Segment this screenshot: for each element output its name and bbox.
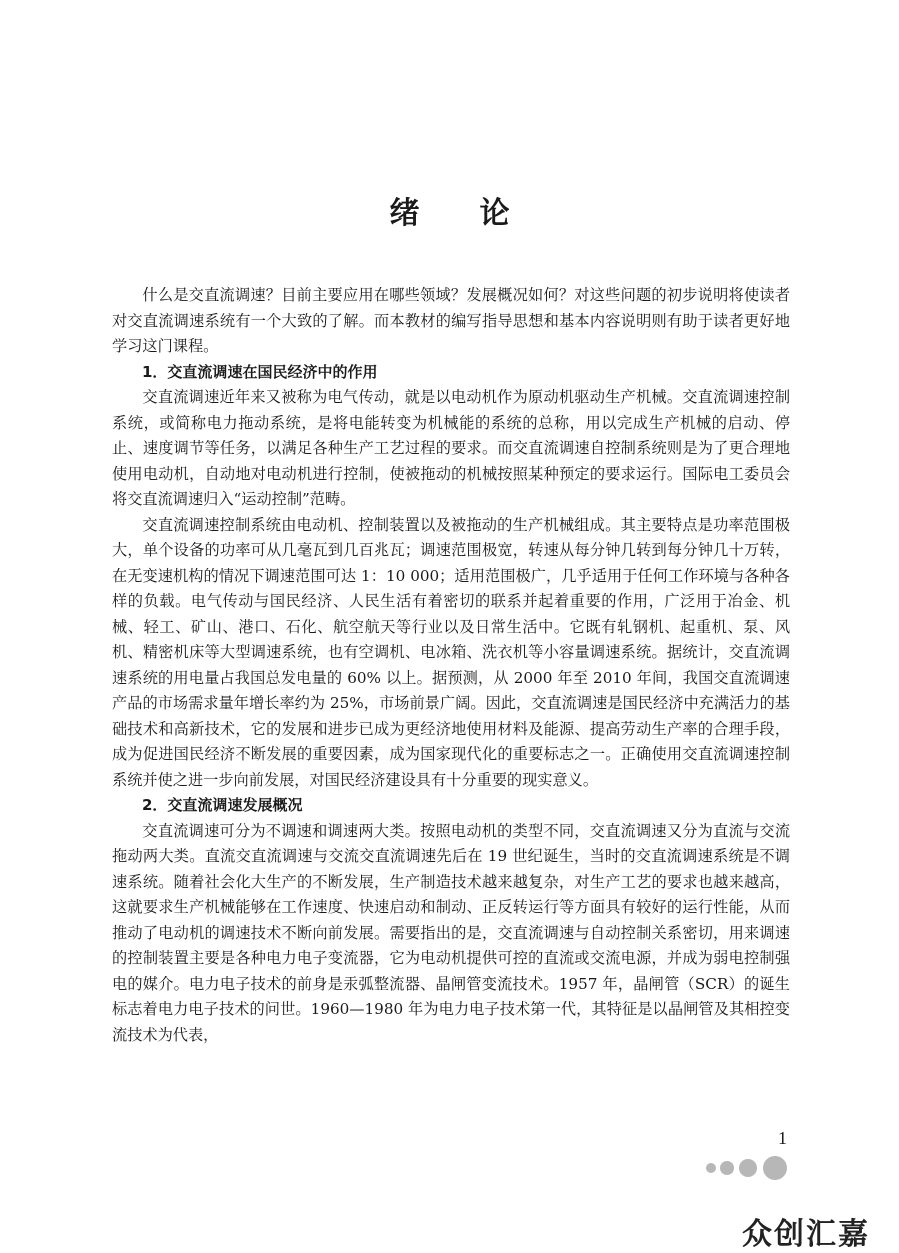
- dot-icon: [720, 1161, 734, 1175]
- section-2-paragraph-1: 交直流调速可分为不调速和调速两大类。按照电动机的类型不同，交直流调速又分为直流与交流拖动两大类。直流交直流调速与交流交直流调速先后在 19 世纪诞生，当时的交直流调速系统是不调速系统。随着社会化大生产的不断发展，生产制造技术越来越复杂，对生产工艺的要求也越来越高，这就要求生产机械能够在工作速度、快速启动和制动、正反转运行等方面具有较好的运行性能，从而推动了电动机的调速技术不断向前发展。需要指出的是，交直流调速与自动控制关系密切，用来调速的控制装置主要是各种电力电子变流器，它为电动机提供可控的直流或交流电源，并成为弱电控制强电的媒介。电力电子技术的前身是汞弧整流器、晶闸管变流技术。1957 年，晶闸管（SCR）的诞生标志着电力电子技术的问世。1960—1980 年为电力电子技术第一代，其特征是以晶闸管及其相控变流技术为代表，: [112, 821, 790, 1044]
- watermark-logo: 众创汇嘉: [742, 1217, 870, 1252]
- decorative-dots: [706, 1155, 791, 1181]
- section-1-paragraph-1: 交直流调速近年来又被称为电气传动，就是以电动机作为原动机驱动生产机械。交直流调速控制系统，或简称电力拖动系统，是将电能转变为机械能的系统的总称，用以完成生产机械的启动、停止、速度调节等任务，以满足各种生产工艺过程的要求。而交直流调速自控制系统则是为了更合理地使用电动机，自动地对电动机进行控制，使被拖动的机械按照某种预定的要求运行。国际电工委员会将交直流调速归入“运动控制”范畴。: [112, 388, 790, 508]
- body-text: [112, 283, 790, 1048]
- dot-icon: [739, 1159, 757, 1177]
- intro-paragraph: 什么是交直流调速？目前主要应用在哪些领域？发展概况如何？对这些问题的初步说明将使读者对交直流调速系统有一个大致的了解。而本教材的编写指导思想和基本内容说明则有助于读者更好地学习这门课程。: [112, 286, 790, 355]
- dot-icon: [763, 1156, 787, 1180]
- dot-icon: [706, 1163, 716, 1173]
- section-1-paragraph-2: 交直流调速控制系统由电动机、控制装置以及被拖动的生产机械组成。其主要特点是功率范围极大，单个设备的功率可从几毫瓦到几百兆瓦；调速范围极宽，转速从每分钟几转到每分钟几十万转，在无变速机构的情况下调速范围可达 1：10 000；适用范围极广，几乎适用于任何工作环境与各种各样的负载。电气传动与国民经济、人民生活有着密切的联系并起着重要的作用，广泛用于冶金、机械、轻工、矿山、港口、石化、航空航天等行业以及日常生活中。它既有轧钢机、起重机、泵、风机、精密机床等大型调速系统，也有空调机、电冰箱、洗衣机等小容量调速系统。据统计，交直流调速系统的用电量占我国总发电量的 60% 以上。据预测，从 2000 年至 2010 年间，我国交直流调速产品的市场需求量年增长率约为 25%，市场前景广阔。因此，交直流调速是国民经济中充满活力的基础技术和高新技术，它的发展和进步已成为更经济地使用材料及能源、提高劳动生产率的合理手段，成为促进国民经济不断发展的重要因素，成为国家现代化的重要标志之一。正确使用交直流调速控制系统并使之进一步向前发展，对国民经济建设具有十分重要的现实意义。: [112, 515, 790, 789]
- section-2-heading: 2．交直流调速发展概况: [142, 796, 303, 814]
- page-number: 1: [778, 1128, 787, 1148]
- section-1-heading: 1．交直流调速在国民经济中的作用: [142, 362, 378, 381]
- chapter-title: 绪论: [389, 196, 570, 231]
